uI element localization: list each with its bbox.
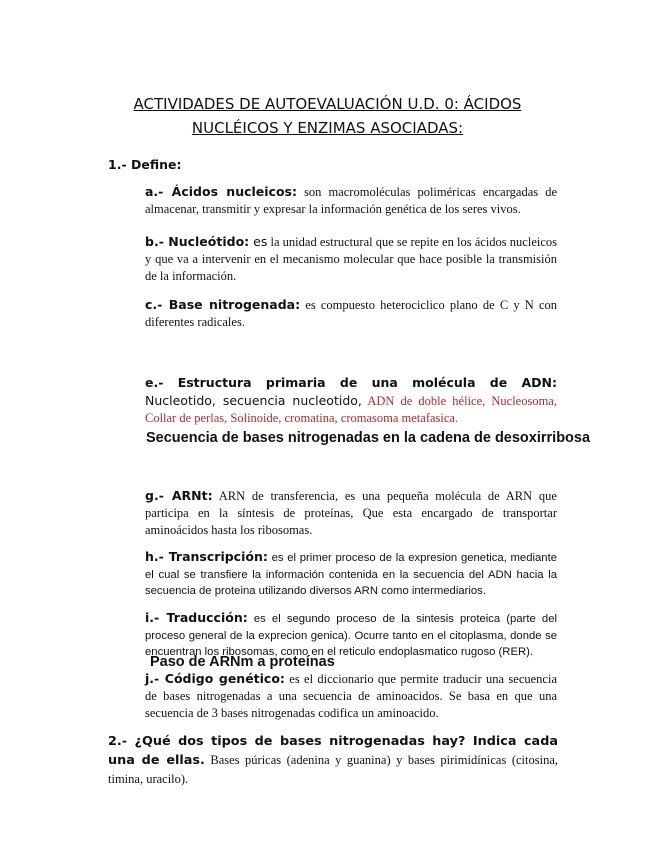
definition-lead: es (249, 234, 268, 249)
definition-acidos-nucleicos (145, 183, 557, 218)
question-1-label: 1.- Define: (108, 157, 182, 172)
term-label: c.- Base nitrogenada: (145, 297, 301, 312)
definition-text-red: ADN de doble hélice, Nucleosoma, Collar de perlas, Solinoide, cromatina, cromasoma metafasica. (145, 394, 557, 425)
question-2 (108, 732, 558, 789)
definition-base-nitrogenada (145, 296, 557, 331)
term-label: a.- Ácidos nucleicos: (145, 184, 297, 199)
definition-text-black: Nucleotido, secuencia nucleotido, (145, 393, 362, 408)
definition-text: ARN de transferencia, es una pequeña molécula de ARN que participa en la síntesis de proteínas, Que esta encargado de transportar aminoácidos hasta los ribosomas. (145, 489, 557, 537)
definition-text: es el primer proceso de la expresion genetica, mediante el cual se transfiere la información contenida en la secuencia del ADN hacia la secuencia de proteina utilizando diversos ARN como intermediarios. (145, 552, 557, 597)
term-label: i.- Traducción: (145, 610, 248, 625)
definition-nucleotido (145, 233, 557, 285)
definition-text: es compuesto heterociclico plano de C y N con diferentes radicales. (145, 298, 557, 329)
definition-text: la unidad estructural que se repite en los ácidos nucleicos y que va a intervenir en el mecanismo molecular que hace posible la transmisión de la información. (145, 235, 558, 283)
definition-estructura-primaria (145, 374, 557, 427)
handwritten-note-estructura: Secuencia de bases nitrogenadas en la cadena de desoxirribosa (146, 430, 591, 446)
definition-transcripcion (145, 549, 557, 600)
definition-text: es el segundo proceso de la sintesis proteica (parte del proceso general de la exprecion genica). Ocurre tanto en el citoplasma, donde se encuentran los ribosomas, como en el reticulo endoplasmatico rugoso (RER). (145, 613, 558, 658)
question-2-answer: Bases púricas (adenina y guanina) y bases pirimidínicas (citosina, timina, uracilo). (108, 753, 559, 786)
term-label: b.- Nucleótido: (145, 234, 250, 249)
title-line-1: ACTIVIDADES DE AUTOEVALUACIÓN U.D. 0: ÁCIDOS (133, 95, 522, 113)
document-title (100, 92, 555, 140)
title-line-2: NUCLÉICOS Y ENZIMAS ASOCIADAS: (191, 119, 464, 137)
definition-codigo-genetico (145, 670, 557, 722)
definition-traduccion (145, 610, 557, 661)
term-label: e.- Estructura primaria de una molécula de ADN: (145, 375, 557, 390)
definition-arnt (145, 487, 557, 539)
handwritten-note-traduccion: Paso de ARNm a proteínas (150, 654, 335, 670)
definition-text: es el diccionario que permite traducir una secuencia de bases nitrogenadas a una secuencia de aminoacidos. Se basa en que una secuencia de 3 bases nitrogenadas codifica un aminoacido. (145, 672, 557, 720)
definition-text: son macromoléculas poliméricas encargadas de almacenar, transmitir y expresar la información genética de los seres vivos. (145, 185, 557, 216)
term-label: j.- Código genético: (145, 671, 285, 686)
question-2-label: 2.- ¿Qué dos tipos de bases nitrogenadas hay? Indica cada una de ellas. (108, 734, 558, 768)
term-label: g.- ARNt: (145, 488, 213, 503)
term-label: h.- Transcripción: (145, 549, 268, 564)
